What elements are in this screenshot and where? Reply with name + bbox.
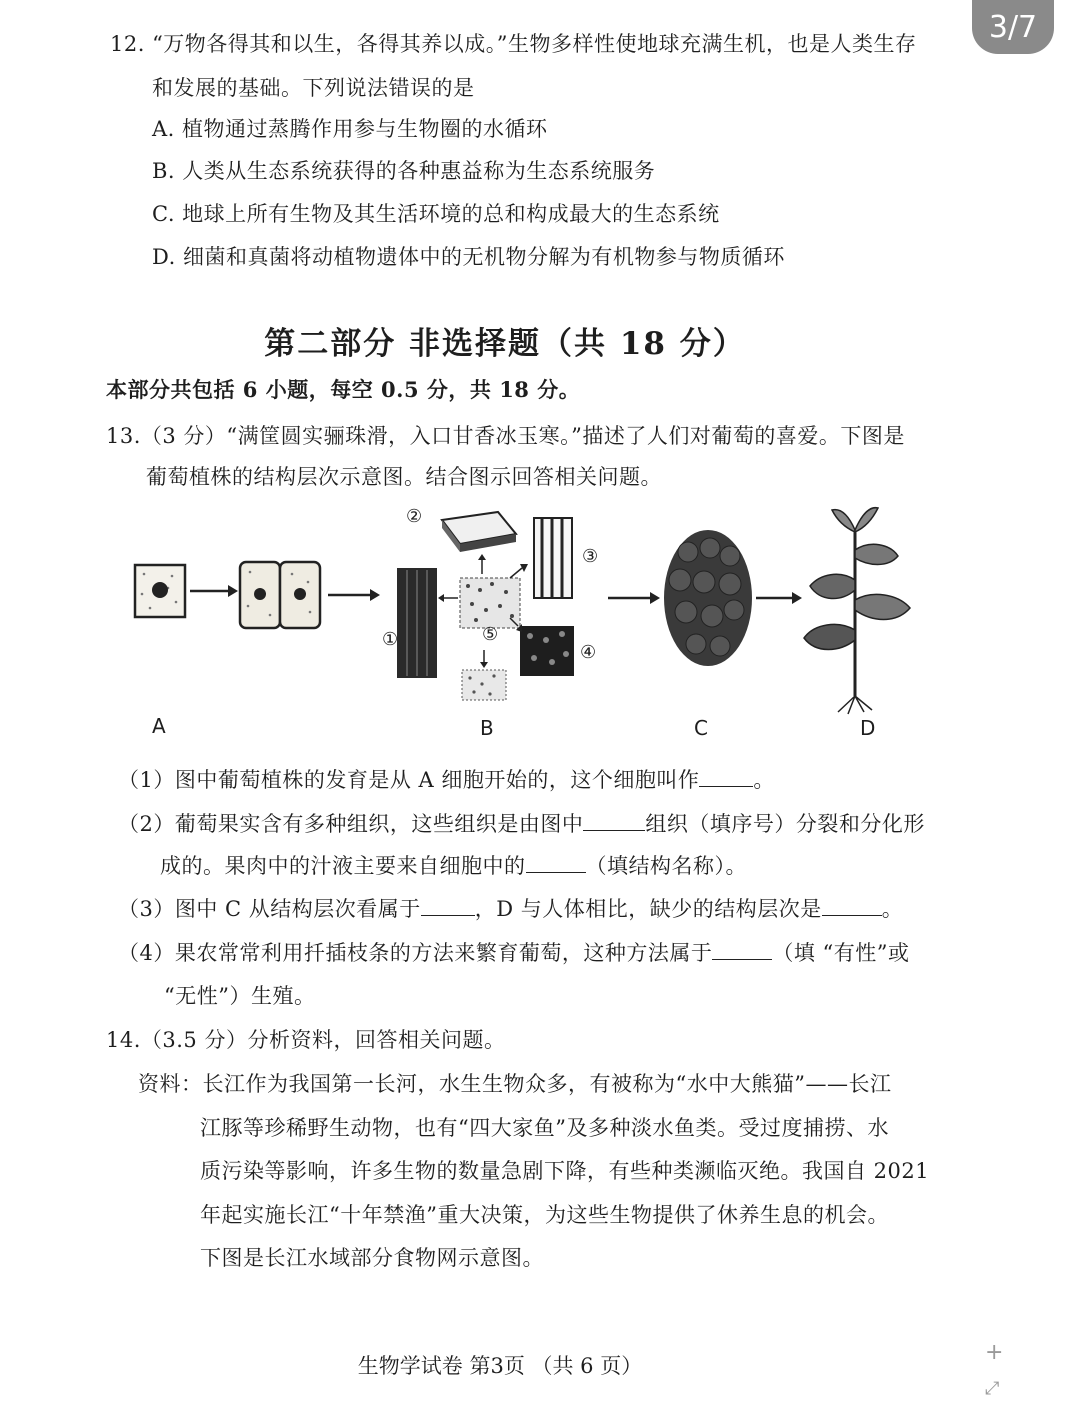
q14-material-line1: 资料：长江作为我国第一长河，水生生物众多，有被称为“水中大熊猫”——长江 bbox=[138, 1072, 892, 1096]
tissue-small-image bbox=[462, 670, 506, 700]
q13-sub3-text-a: （3）图中 C 从结构层次看属于 bbox=[118, 897, 421, 921]
answer-blank-2[interactable] bbox=[583, 812, 645, 831]
q13-sub3 bbox=[118, 893, 903, 923]
page-indicator-text: 3/7 bbox=[988, 9, 1038, 45]
figure-label-c: C bbox=[694, 716, 708, 740]
tissue-1-image bbox=[397, 568, 437, 678]
marker-1: ① bbox=[382, 629, 399, 650]
grape-structure-figure bbox=[120, 490, 940, 740]
q12-stem-line2: 和发展的基础。下列说法错误的是 bbox=[152, 76, 475, 100]
tissue-4-image bbox=[520, 626, 574, 676]
q12-option-c: C. 地球上所有生物及其生活环境的总和构成最大的生态系统 bbox=[152, 202, 720, 226]
q13-sub2-text-b: 组织（填序号）分裂和分化形 bbox=[645, 812, 925, 836]
q13-sub2 bbox=[118, 808, 925, 838]
page-indicator-badge[interactable] bbox=[972, 0, 1054, 54]
plus-icon[interactable]: + bbox=[985, 1340, 1004, 1365]
q12-option-b: B. 人类从生态系统获得的各种惠益称为生态系统服务 bbox=[152, 159, 656, 183]
figure-label-b: B bbox=[480, 716, 494, 740]
part2-intro: 本部分共包括 6 小题，每空 0.5 分，共 18 分。 bbox=[106, 377, 581, 402]
grape-cluster-image bbox=[664, 530, 752, 666]
q13-sub1-end: 。 bbox=[753, 768, 775, 792]
marker-2: ② bbox=[406, 506, 423, 527]
q13-sub3-text-c: 。 bbox=[881, 897, 904, 921]
q13-sub3-text-b: ，D 与人体相比，缺少的结构层次是 bbox=[474, 897, 822, 921]
q13-sub2-text-a: （2）葡萄果实含有多种组织，这些组织是由图中 bbox=[118, 812, 584, 836]
answer-blank-3[interactable] bbox=[526, 854, 586, 873]
q13-sub2-text-c: 成的。果肉中的汁液主要来自细胞中的 bbox=[160, 854, 526, 878]
page-footer: 生物学试卷 第3页 （共 6 页） bbox=[357, 1354, 643, 1378]
q12-stem-line1: 12. “万物各得其和以生，各得其养以成。”生物多样性使地球充满生机，也是人类生存 bbox=[110, 32, 917, 56]
q14-stem: 14.（3.5 分）分析资料，回答相关问题。 bbox=[106, 1028, 506, 1052]
expand-icon[interactable]: ⤢ bbox=[985, 1378, 1000, 1399]
q13-stem-line1: 13.（3 分）“满筐圆实骊珠滑，入口甘香冰玉寒。”描述了人们对葡萄的喜爱。下图是 bbox=[106, 424, 905, 448]
grape-plant-image bbox=[804, 508, 910, 714]
figure-label-d: D bbox=[860, 716, 876, 740]
cell-a-image bbox=[135, 565, 185, 617]
marker-5: ⑤ bbox=[482, 624, 499, 645]
q13-sub4-cont: “无性”）生殖。 bbox=[164, 984, 316, 1008]
q12-option-a: A. 植物通过蒸腾作用参与生物圈的水循环 bbox=[152, 117, 548, 141]
part2-title: 第二部分 非选择题（共 18 分） bbox=[264, 326, 746, 362]
q13-sub2-text-d: （填结构名称）。 bbox=[585, 854, 747, 878]
q14-material-line4: 年起实施长江“十年禁渔”重大决策，为这些生物提供了休养生息的机会。 bbox=[200, 1203, 889, 1227]
q12-option-d: D. 细菌和真菌将动植物遗体中的无机物分解为有机物参与物质循环 bbox=[152, 245, 785, 269]
answer-blank-4[interactable] bbox=[421, 897, 475, 916]
answer-blank-1[interactable] bbox=[699, 768, 753, 787]
answer-blank-5[interactable] bbox=[822, 897, 882, 916]
q13-stem-line2: 葡萄植株的结构层次示意图。结合图示回答相关问题。 bbox=[146, 465, 662, 489]
marker-4: ④ bbox=[580, 642, 597, 663]
q13-sub2-cont bbox=[160, 850, 747, 880]
tissue-3-image bbox=[534, 518, 572, 598]
figure-label-a: A bbox=[152, 714, 166, 738]
q14-material-line2: 江豚等珍稀野生动物，也有“四大家鱼”及多种淡水鱼类。受过度捕捞、水 bbox=[200, 1116, 889, 1140]
answer-blank-6[interactable] bbox=[712, 941, 772, 960]
q13-sub1 bbox=[118, 764, 775, 794]
q13-sub1-text: （1）图中葡萄植株的发育是从 A 细胞开始的，这个细胞叫作 bbox=[118, 768, 700, 792]
q14-material-line5: 下图是长江水域部分食物网示意图。 bbox=[200, 1246, 544, 1270]
tissue-2-image bbox=[442, 512, 516, 552]
q14-material-line3: 质污染等影响，许多生物的数量急剧下降，有些种类濒临灭绝。我国自 2021 bbox=[200, 1159, 930, 1183]
cell-division-image bbox=[240, 562, 320, 628]
tissue-5-image bbox=[460, 578, 520, 628]
q13-sub4 bbox=[118, 937, 910, 967]
q13-sub4-text-a: （4）果农常常利用扦插枝条的方法来繁育葡萄，这种方法属于 bbox=[118, 941, 713, 965]
q13-sub4-text-b: （填 “有性”或 bbox=[772, 941, 910, 965]
marker-3: ③ bbox=[582, 546, 599, 567]
